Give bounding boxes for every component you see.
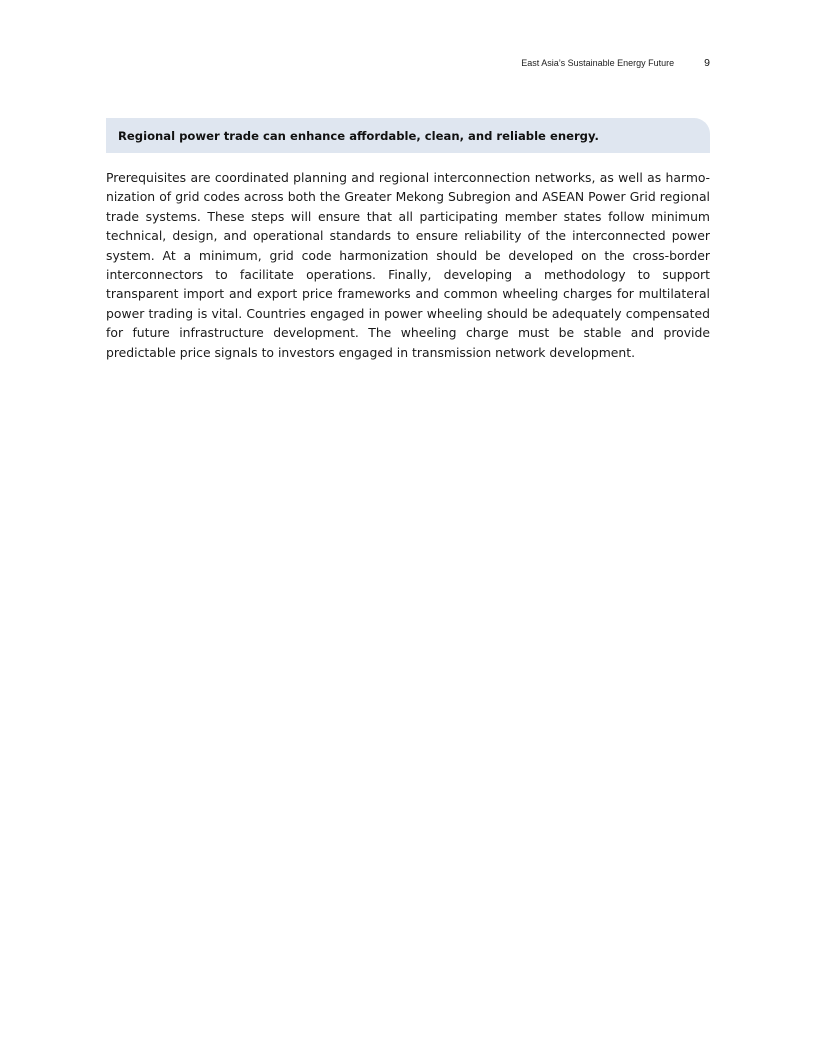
page-number: 9	[704, 57, 710, 69]
running-header	[106, 56, 710, 70]
body-paragraph: Prerequisites are coordinated planning and regional interconnection networks, as well as harmonization of grid codes across both the Greater Mekong Subregion and ASEAN Power Grid regional trade systems. These steps will ensure that all participating member states follow minimum technical, design, and operational standards to ensure reliability of the interconnected power system. At a minimum, grid code harmonization should be developed on the cross-border interconnectors to facilitate operations. Finally, developing a methodology to support transparent import and export price frameworks and common wheeling charges for multilateral power trading is vital. Countries engaged in power wheeling should be adequately compensated for future infrastructure development. The wheeling charge must be stable and provide predictable price signals to investors engaged in transmission network development.	[106, 170, 710, 360]
running-title: East Asia’s Sustainable Energy Future	[521, 58, 675, 68]
callout-text: Regional power trade can enhance affordable, clean, and reliable energy.	[118, 128, 599, 143]
callout-box	[106, 118, 710, 153]
